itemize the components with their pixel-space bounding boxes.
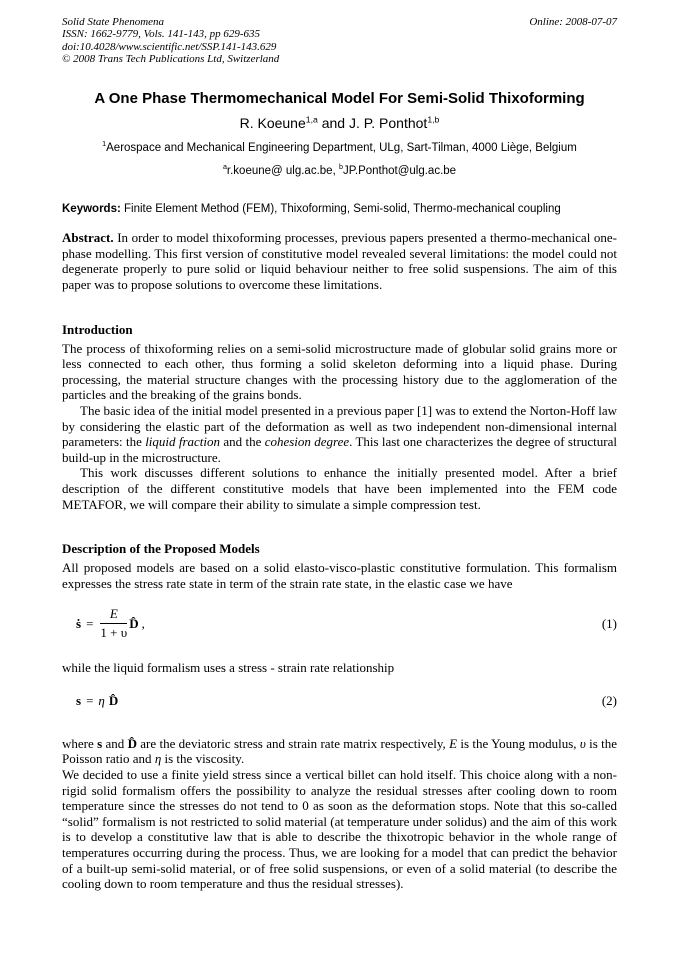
authors-line: R. Koeune$^{1,a}$ and J. P. Ponthot$^{1,b}$ <box>239 114 440 132</box>
issn-line: ISSN: 1662-9779, Vols. 141-143, pp 629-635 <box>62 28 260 41</box>
fraction-denominator: 1 + υ <box>100 625 128 641</box>
section-heading-introduction: Introduction <box>62 321 133 337</box>
equation-1-relation: = <box>86 615 94 631</box>
abstract-text: In order to model thixoforming processes, previous papers presented a thermo-mechanical one-phase modelling. This first version of constitutive model revealed several limitations: the model could not degenerate properly to pure solid or liquid behaviour neither to free solid suspensions. The aim of this paper was to propose solutions to overcome these limitations. <box>62 230 617 292</box>
where-paragraph: where s and D̂ are the deviatoric stress and strain rate matrix respectively, E is the Young modulus, υ is the Poisson ratio and η is the viscosity. <box>62 735 617 767</box>
equation-1-body <box>76 606 145 641</box>
equation-2-lhs: s <box>76 692 82 708</box>
between-equations-text: while the liquid formalism uses a stress - strain rate relationship <box>62 660 395 676</box>
abstract-label: Abstract. <box>62 230 114 246</box>
introduction-paragraph-2: The basic idea of the initial model presented in a previous paper [1] was to extend the Norton-Hoff law by considering the elastic part of the deformation as well as two independent non-dimensional internal parameters: the liquid fraction and the cohesion degree. This last one characterizes the degree of structural build-up in the microstructure. <box>62 402 618 465</box>
models-paragraph-1: All proposed models are based on a solid elasto-visco-plastic constitutive formulation. This formalism expresses the stress rate state in term of the strain rate state, in the elastic case we have <box>62 560 617 591</box>
equation-2-body <box>76 693 118 709</box>
journal-header-left <box>62 16 279 65</box>
equation-1-trailing-comma: , <box>141 615 145 631</box>
abstract-paragraph <box>62 230 617 292</box>
copyright-line: © 2008 Trans Tech Publications Ltd, Switzerland <box>62 52 280 65</box>
introduction-paragraph-3: This work discusses different solutions to enhance the initially presented model. After a brief description of the different constitutive models that have been implemented into the FEM code METAFOR, we will compare their ability to simulate a simple compression test. <box>62 465 617 512</box>
keywords-text: Finite Element Method (FEM), Thixoforming, Semi-solid, Thermo-mechanical coupling <box>120 203 561 216</box>
introduction-paragraph-1: The process of thixoforming relies on a semi-solid microstructure made of globular solid grains more or less connected to each other, thus forming a solid skeleton deforming into a liquid phase. During processing, the material structure changes with the processing history due to the agglomeration of the particles and the breaking of the grains bonds. <box>62 340 617 403</box>
doi-line: doi:10.4028/www.scientific.net/SSP.141-143.629 <box>62 40 277 53</box>
equation-2-relation: = <box>86 692 94 708</box>
fraction <box>100 606 127 641</box>
equation-2 <box>62 693 617 709</box>
journal-name: Solid State Phenomena <box>62 16 165 28</box>
emails-line: $^a$r.koeune@ ulg.ac.be, $^b$JP.Ponthot@ulg.ac.be <box>222 163 457 178</box>
equation-2-number: (2) <box>601 692 617 708</box>
equation-1-rhs: D̂ <box>129 615 139 631</box>
equation-1 <box>62 606 617 641</box>
final-paragraph: We decided to use a finite yield stress since a vertical billet can hold itself. This choice along with a non-rigid solid formalism offers the possibility to analyze the residual stresses after cooling down to room temperature since the stresses do not tend to 0 as soon as the deformation stops. Note that this so-called “solid” formalism is not restricted to solid material (at temperature under solidus) and the aim of this work is to develop a constitutive law that is able to describe the thixotropic behavior in the whole range of temperatures occurring during the process. Thus, we are looking for a model that can predict the behavior of a built-up semi-solid material, or of free solid suspensions, or even of a solid material (to describe the cooling down to room temperature and thus the residual stresses). <box>62 767 617 892</box>
equation-1-lhs: ṡ <box>76 615 82 631</box>
page-title: A One Phase Thermomechanical Model For Semi-Solid Thixoforming <box>94 90 585 108</box>
equation-2-rhs: D̂ <box>108 692 119 708</box>
keywords-label: Keywords: <box>62 203 121 216</box>
keywords-line <box>62 202 617 216</box>
journal-header <box>62 16 617 65</box>
section-heading-models: Description of the Proposed Models <box>62 541 260 557</box>
affiliation-line: $^1$Aerospace and Mechanical Engineering Department, ULg, Sart-Tilman, 4000 Liège, Belgium <box>102 140 577 155</box>
online-date: Online: 2008-07-07 <box>529 16 617 28</box>
fraction-numerator: E <box>100 606 127 624</box>
equation-2-coefficient: η <box>98 692 105 708</box>
equation-1-number: (1) <box>601 615 617 631</box>
